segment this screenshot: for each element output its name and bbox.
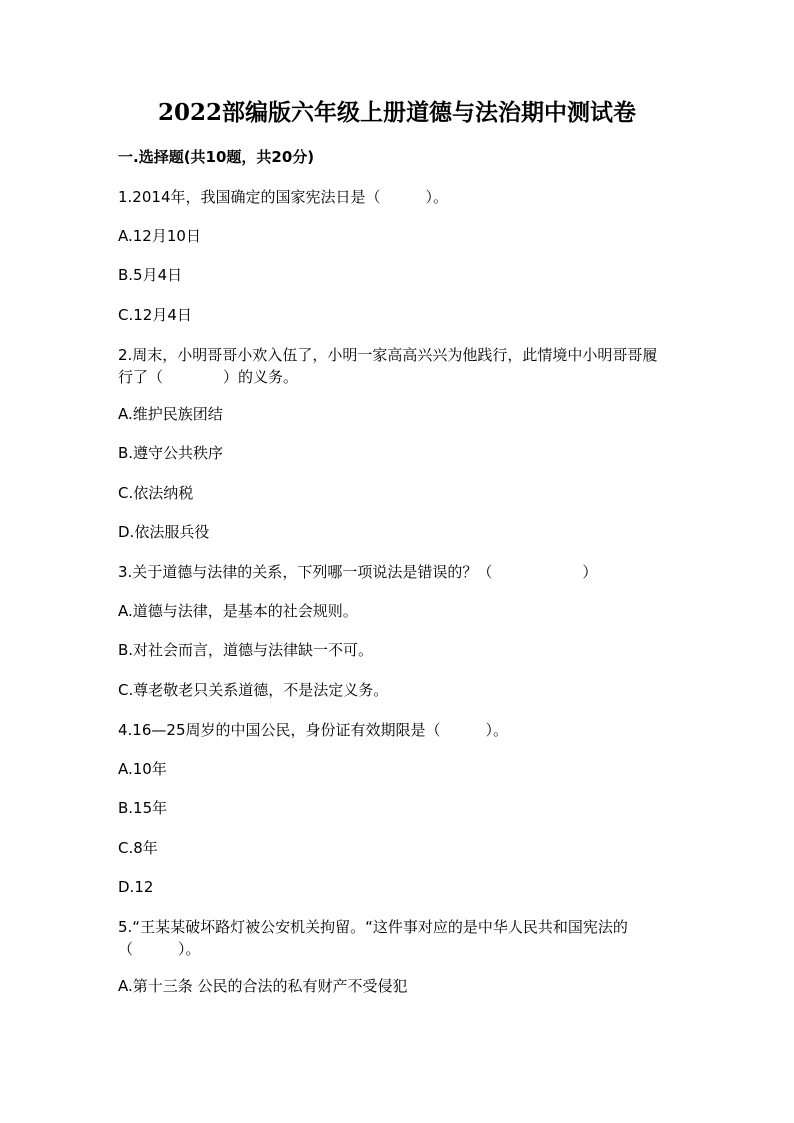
question-3-option-c: C.尊老敬老只关系道德，不是法定义务。 <box>118 681 389 699</box>
document-title: 2022部编版六年级上册道德与法治期中测试卷 <box>157 99 636 126</box>
question-4-option-b: B.15年 <box>118 799 168 817</box>
question-2-option-d: D.依法服兵役 <box>118 523 210 541</box>
section-heading: 一.选择题(共10题，共20分) <box>118 148 315 166</box>
question-4-option-d: D.12 <box>118 878 154 896</box>
question-3-option-b: B.对社会而言，道德与法律缺一不可。 <box>118 641 374 659</box>
question-2-option-b: B.遵守公共秩序 <box>118 444 224 462</box>
question-5-stem: 5.“王某某破坏路灯被公安机关拘留。“这件事对应的是中华人民共和国宪法的（ ）。 <box>118 918 628 958</box>
question-1-option-c: C.12月4日 <box>118 306 192 324</box>
question-1-option-a: A.12月10日 <box>118 227 201 245</box>
question-2-option-a: A.维护民族团结 <box>118 405 223 423</box>
question-4-stem: 4.16—25周岁的中国公民，身份证有效期限是（ ）。 <box>118 721 508 739</box>
question-1-option-b: B.5月4日 <box>118 266 183 284</box>
question-3-option-a: A.道德与法律，是基本的社会规则。 <box>118 602 358 620</box>
question-1-stem: 1.2014年，我国确定的国家宪法日是（ ）。 <box>118 188 448 206</box>
question-2-option-c: C.依法纳税 <box>118 484 194 502</box>
question-4-option-a: A.10年 <box>118 760 167 778</box>
question-5-option-a: A.第十三条 公民的合法的私有财产不受侵犯 <box>118 977 408 995</box>
question-3-stem: 3.关于道德与法律的关系，下列哪一项说法是错误的？（ ） <box>118 563 598 581</box>
question-4-option-c: C.8年 <box>118 839 158 857</box>
question-2-stem: 2.周末，小明哥哥小欢入伍了，小明一家高高兴兴为他践行，此情境中小明哥哥履行了（ ）的义务。 <box>118 346 658 386</box>
